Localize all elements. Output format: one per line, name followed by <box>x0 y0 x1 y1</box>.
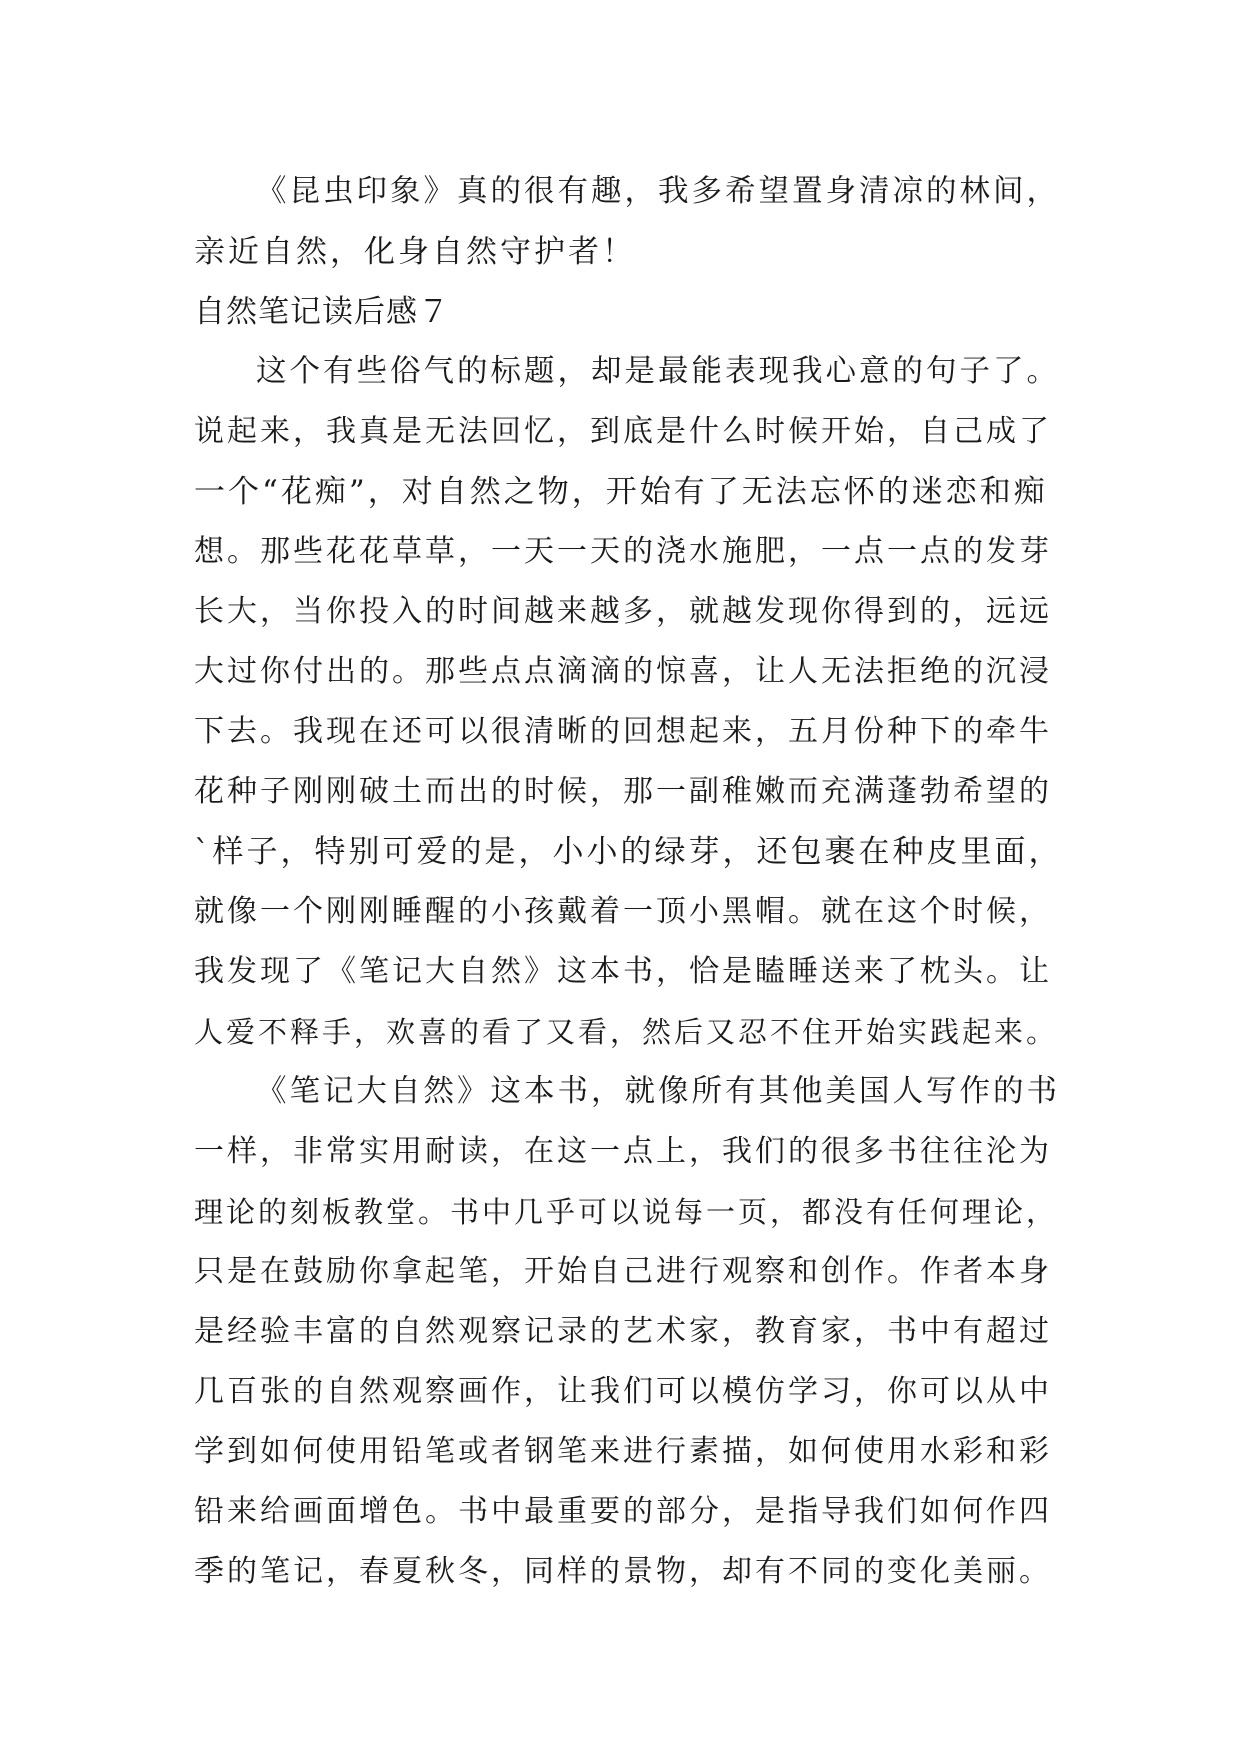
text-line: 说起来，我真是无法回忆，到底是什么时候开始，自己成了 <box>194 414 1052 449</box>
text-line: 想。那些花花草草，一天一天的浇水施肥，一点一点的发芽 <box>194 534 1052 569</box>
text-line: 人爱不释手，欢喜的看了又看，然后又忍不住开始实践起来。 <box>194 1015 1059 1049</box>
text-line: 几百张的自然观察画作，让我们可以模仿学习，你可以从中 <box>194 1374 1052 1409</box>
text-line: 学到如何使用铅笔或者钢笔来进行素描，如何使用水彩和彩 <box>194 1434 1052 1469</box>
text-line: 这个有些俗气的标题，却是最能表现我心意的句子了。 <box>256 354 1060 389</box>
document-body <box>194 162 1064 1602</box>
text-line: 《昆虫印象》真的很有趣，我多希望置身清凉的林间， <box>256 174 1060 209</box>
section-heading: 自然笔记读后感７ <box>194 294 450 330</box>
text-line: 我发现了《笔记大自然》这本书，恰是瞌睡送来了枕头。让 <box>194 954 1052 989</box>
text-line: 《笔记大自然》这本书，就像所有其他美国人写作的书 <box>256 1074 1060 1109</box>
text-line: 只是在鼓励你拿起笔，开始自己进行观察和创作。作者本身 <box>194 1254 1052 1289</box>
text-line: 一样，非常实用耐读，在这一点上，我们的很多书往往沦为 <box>194 1134 1052 1169</box>
text-line: 亲近自然，化身自然守护者！ <box>194 234 636 270</box>
text-line: 铅来给画面增色。书中最重要的部分，是指导我们如何作四 <box>194 1494 1052 1529</box>
text-line: 大过你付出的。那些点点滴滴的惊喜，让人无法拒绝的沉浸 <box>194 654 1052 689</box>
text-line: 下去。我现在还可以很清晰的回想起来，五月份种下的牵牛 <box>194 714 1052 749</box>
text-line: 长大，当你投入的时间越来越多，就越发现你得到的，远远 <box>194 594 1052 629</box>
text-line: 一个“花痴”，对自然之物，开始有了无法忘怀的迷恋和痴 <box>194 474 1048 510</box>
text-line: 季的笔记，春夏秋冬，同样的景物，却有不同的变化美丽。 <box>194 1554 1052 1589</box>
text-line: 花种子刚刚破土而出的时候，那一副稚嫩而充满蓬勃希望的 <box>194 774 1052 809</box>
text-line: 就像一个刚刚睡醒的小孩戴着一顶小黑帽。就在这个时候， <box>194 894 1052 929</box>
text-line: 理论的刻板教堂。书中几乎可以说每一页，都没有任何理论， <box>194 1195 1059 1229</box>
text-line: `样子，特别可爱的是，小小的绿芽，还包裹在种皮里面， <box>194 834 1063 870</box>
text-line: 是经验丰富的自然观察记录的艺术家，教育家，书中有超过 <box>194 1314 1052 1349</box>
